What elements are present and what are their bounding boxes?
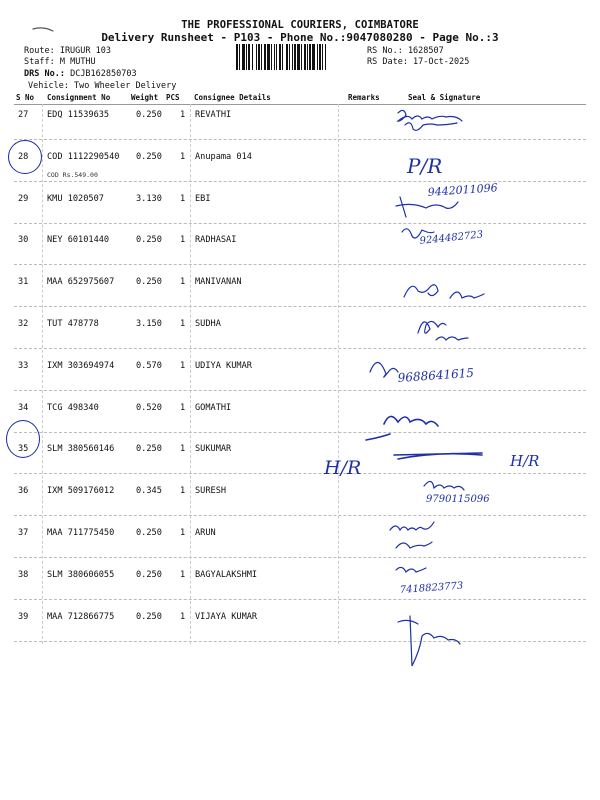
rs-date: RS Date: 17-Oct-2025 [367, 57, 470, 67]
row-consignee: SUKUMAR [195, 444, 232, 455]
barcode-bar [289, 44, 290, 70]
row-divider [14, 557, 586, 558]
signature-38 [396, 567, 426, 572]
phone-29: 9442011096 [427, 181, 499, 199]
cod-amount-note: COD Rs.549.00 [47, 170, 98, 179]
row-weight: 0.345 [136, 486, 162, 497]
row-sno: 32 [18, 319, 29, 329]
barcode-bar [307, 44, 308, 70]
row-consignment: EDQ 11539635 [47, 110, 110, 120]
row-consignment: TCG 498340 [47, 402, 99, 413]
row-pcs: 1 [180, 193, 186, 204]
row-28-circle-mark [8, 140, 42, 174]
barcode-bar [261, 44, 262, 70]
row-sno: 39 [18, 611, 29, 622]
column-divider [42, 104, 43, 644]
row-consignee: Anupama 014 [195, 151, 252, 162]
row-pcs: 1 [180, 528, 186, 538]
staff-value: M MUTHU [59, 57, 96, 67]
row-divider [14, 473, 586, 474]
staff-line [24, 57, 96, 67]
row-consignment: MAA 712866775 [47, 611, 115, 622]
row-sno: 37 [18, 528, 29, 538]
barcode-bar [322, 44, 323, 70]
signature-33 [370, 362, 398, 377]
phone-38: 7418823773 [399, 580, 464, 596]
row-weight: 3.130 [136, 193, 162, 204]
barcode-bar [274, 44, 275, 70]
barcode-bar [267, 44, 270, 70]
signature-36 [424, 481, 464, 490]
drs-line [24, 69, 137, 79]
barcode-bar [242, 44, 245, 70]
route-text: Route: IRUGUR 103 [24, 46, 111, 56]
row-consignment: SLM 380606055 [47, 569, 115, 580]
col-consignee: Consignee Details [194, 93, 271, 102]
row-pcs: 1 [180, 611, 186, 622]
row-divider [14, 223, 586, 224]
row-weight: 0.250 [136, 611, 162, 622]
pr-mark: P/R [407, 154, 443, 178]
header-rule [14, 104, 586, 105]
barcode-bar [297, 44, 300, 70]
row-sno: 27 [18, 110, 29, 120]
barcode-bar [258, 44, 260, 70]
barcode-bar [279, 44, 281, 70]
row-sno: 35 [18, 444, 29, 455]
row-divider [14, 264, 586, 265]
row-weight: 0.250 [136, 569, 162, 580]
signature-32 [418, 321, 468, 340]
barcode-bar [304, 44, 306, 70]
row-divider [14, 348, 586, 349]
column-divider [190, 104, 191, 644]
barcode-bar [271, 44, 272, 70]
row-consignment: COD 1112290540 [47, 151, 120, 162]
row-weight: 0.250 [136, 110, 162, 120]
row-pcs: 1 [180, 569, 186, 580]
barcode-bar [309, 44, 311, 70]
row-sno: 28 [18, 151, 29, 162]
barcode-bar [248, 44, 250, 70]
row-divider [14, 390, 586, 391]
vehicle-text: Vehicle: Two Wheeler Delivery [28, 81, 177, 91]
row-sno: 30 [18, 235, 29, 246]
row-pcs: 1 [180, 110, 186, 120]
barcode [236, 44, 364, 70]
signature-31 [404, 285, 484, 298]
row-consignee: RADHASAI [195, 235, 237, 246]
row-35-circle-mark [6, 420, 40, 458]
row-sno: 34 [18, 402, 29, 413]
row-weight: 0.250 [136, 528, 162, 538]
drs-label: DRS No.: [24, 69, 65, 79]
barcode-bar [301, 44, 302, 70]
row-weight: 0.250 [136, 277, 162, 288]
hr-mark-right: H/R [510, 452, 540, 470]
row-weight: 0.520 [136, 402, 162, 413]
col-weight: Weight [131, 93, 159, 102]
row-pcs: 1 [180, 402, 186, 413]
row-consignment: NEY 60101440 [47, 235, 110, 246]
row-weight: 0.250 [136, 444, 162, 455]
row-consignment: TUT 478778 [47, 319, 99, 329]
row-weight: 3.150 [136, 319, 162, 329]
signature-35 [366, 416, 482, 459]
row-weight: 0.250 [136, 235, 162, 246]
barcode-bar [294, 44, 296, 70]
row-consignment: IXM 509176012 [47, 486, 115, 497]
row-divider [14, 599, 586, 600]
rs-number: RS No.: 1628507 [367, 46, 444, 56]
phone-33: 9688641615 [397, 365, 475, 385]
barcode-bar [325, 44, 326, 70]
barcode-bar [286, 44, 288, 70]
barcode-bar [252, 44, 253, 70]
row-sno: 36 [18, 486, 29, 497]
signature-30 [402, 229, 434, 238]
col-consignment: Consignment No [47, 93, 111, 102]
row-consignment: IXM 303694974 [47, 360, 115, 371]
row-consignment: MAA 652975607 [47, 277, 115, 288]
runsheet-title: Delivery Runsheet - P103 - Phone No.:9047080280 - Page No.:3 [101, 31, 499, 44]
barcode-bar [317, 44, 318, 70]
signature-27 [398, 110, 462, 130]
row-consignment: SLM 380560146 [47, 444, 115, 455]
row-consignee: EBI [195, 193, 211, 204]
row-consignment: MAA 711775450 [47, 528, 115, 538]
row-consignee: BAGYALAKSHMI [195, 569, 258, 580]
row-pcs: 1 [180, 277, 186, 288]
barcode-bar [312, 44, 315, 70]
row-weight: 0.570 [136, 360, 162, 371]
row-divider [14, 139, 586, 140]
hr-mark: H/R [324, 457, 362, 479]
row-consignee: MANIVANAN [195, 277, 242, 288]
barcode-bar [282, 44, 283, 70]
row-divider [14, 515, 586, 516]
row-sno: 29 [18, 193, 29, 204]
row-consignee: UDIYA KUMAR [195, 360, 252, 371]
row-pcs: 1 [180, 151, 186, 162]
signature-29 [396, 197, 458, 217]
row-sno: 33 [18, 360, 29, 371]
staff-label: Staff: [24, 57, 55, 67]
row-consignee: ARUN [195, 528, 216, 538]
row-divider [14, 181, 586, 182]
row-consignee: SURESH [195, 486, 227, 497]
barcode-bar [239, 44, 240, 70]
company-title: THE PROFESSIONAL COURIERS, COIMBATORE [181, 19, 419, 31]
row-divider [14, 306, 586, 307]
col-sno: S No [16, 93, 35, 102]
row-pcs: 1 [180, 235, 186, 246]
row-consignment: KMU 1020507 [47, 193, 104, 204]
row-pcs: 1 [180, 360, 186, 371]
barcode-bar [276, 44, 277, 70]
column-divider [338, 104, 339, 644]
row-pcs: 1 [180, 319, 186, 329]
row-divider [14, 641, 586, 642]
phone-30: 9244482723 [419, 229, 484, 247]
row-sno: 38 [18, 569, 29, 580]
barcode-bar [292, 44, 293, 70]
barcode-bar [256, 44, 257, 70]
barcode-bar [236, 44, 238, 70]
row-consignee: SUDHA [195, 319, 221, 329]
col-pcs: PCS [166, 93, 180, 102]
barcode-bar [264, 44, 266, 70]
row-consignee: REVATHI [195, 110, 232, 120]
phone-36: 9790115096 [426, 494, 490, 505]
row-consignee: GOMATHI [195, 402, 232, 413]
col-remarks: Remarks [348, 93, 380, 102]
row-divider [14, 432, 586, 433]
drs-value: DCJB162850703 [70, 69, 137, 79]
signature-37 [390, 522, 434, 548]
barcode-bar [319, 44, 321, 70]
barcode-bar [246, 44, 247, 70]
row-consignee: VIJAYA KUMAR [195, 611, 258, 622]
row-pcs: 1 [180, 486, 186, 497]
row-pcs: 1 [180, 444, 186, 455]
col-seal: Seal & Signature [408, 93, 481, 102]
row-weight: 0.250 [136, 151, 162, 162]
row-sno: 31 [18, 277, 29, 288]
